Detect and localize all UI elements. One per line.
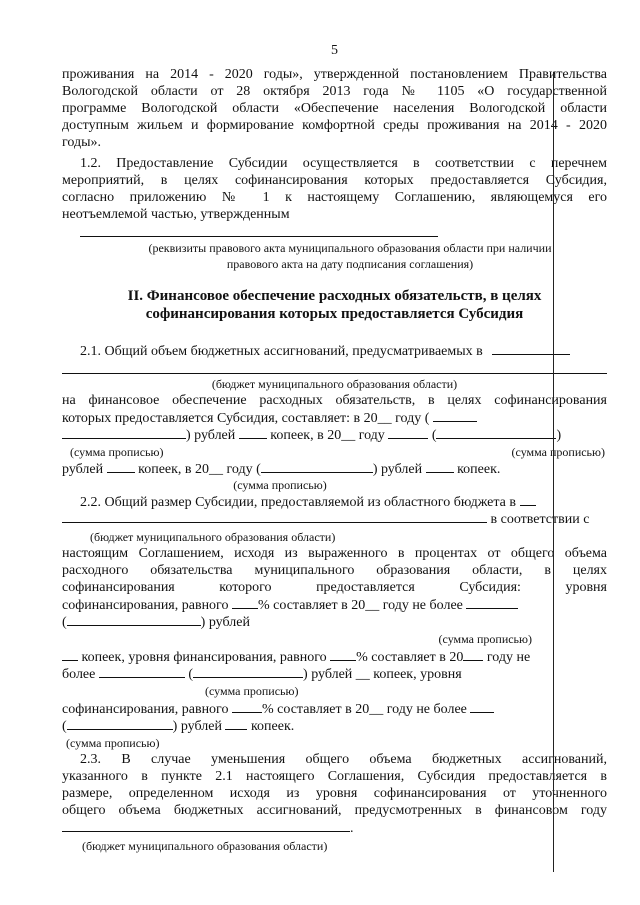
note-caption: (реквизиты правового акта муниципального образования области при наличии — [148, 241, 552, 255]
text-line: Вологодской области от 28 октября 2013 года № 1105 «О государственной — [62, 84, 607, 99]
text-line: настоящим Соглашением, исходя из выраженного в процентах от общего объема — [62, 546, 607, 561]
fill-blank — [67, 717, 173, 730]
fill-blank — [232, 700, 262, 713]
text-line: годы». — [62, 135, 102, 150]
text-line: неотъемлемой частью, утвержденным — [62, 207, 290, 222]
fill-blank — [426, 460, 454, 473]
fill-blank — [492, 342, 570, 355]
note-caption: (сумма прописью) (сумма прописью) — [70, 445, 605, 459]
fill-blank — [520, 493, 536, 506]
text-line: ( ) рублей — [62, 615, 250, 630]
fill-blank — [193, 665, 303, 678]
fill-blank — [62, 648, 78, 661]
paragraph-2-3: 2.3. В случае уменьшения общего объема бюджетных ассигнований, — [80, 752, 607, 767]
fill-blank — [239, 426, 267, 439]
text-line: доступным жильем и формирование комфортной среды проживания на 2014 - 2020 — [62, 118, 607, 133]
fill-blank — [67, 613, 201, 626]
text-line: на финансовое обеспечение расходных обязательств, в целях софинансирования — [62, 393, 607, 408]
text-line: софинансирования которого предоставляется Субсидия: уровня — [62, 580, 607, 595]
fill-blank — [62, 819, 350, 832]
text-line: расходного обязательства муниципального образования области, в целях — [62, 563, 607, 578]
fill-blank — [261, 460, 373, 473]
text-line: . — [62, 819, 607, 837]
fill-blank — [466, 596, 518, 609]
fill-blank — [463, 648, 483, 661]
fill-line — [80, 236, 438, 237]
text-line: ) рублей копеек, в 20__ году ( ) — [62, 426, 607, 444]
note-caption: (сумма прописью) — [66, 736, 160, 750]
text-line: мероприятий, в целях софинансирования которых предоставляется Субсидия, — [62, 173, 607, 188]
note-caption: (сумма прописью) — [233, 478, 327, 492]
fill-line — [62, 373, 607, 374]
note-caption: (бюджет муниципального образования области) — [90, 530, 336, 544]
text-line: указанного в пункте 2.1 настоящего Соглашения, Субсидия предоставляется в — [62, 769, 607, 784]
text-line: рублей копеек, в 20__ году ( ) рублей копеек. — [62, 462, 501, 477]
section-heading: софинансирования которых предоставляется Субсидия — [145, 306, 524, 322]
fill-blank — [436, 426, 556, 439]
note-caption: правового акта на дату подписания соглашения) — [226, 257, 474, 271]
text-line: которых предоставляется Субсидия, составляет: в 20__ году ( — [62, 409, 607, 427]
scan-artifact-line — [553, 72, 554, 872]
fill-blank — [107, 460, 135, 473]
paragraph-1-2: 1.2. Предоставление Субсидии осуществляется в соответствии с перечнем — [80, 156, 607, 171]
note-caption: (сумма прописью) — [438, 632, 532, 646]
text-line: проживания на 2014 - 2020 годы», утвержденной постановлением Правительства — [62, 67, 607, 82]
text-line: софинансирования, равного % составляет в 20__ году не более — [62, 700, 607, 718]
fill-blank — [470, 700, 494, 713]
text-line: более ( ) рублей __ копеек, уровня — [62, 667, 462, 682]
text-line: копеек, уровня финансирования, равного % составляет в 20 году не — [62, 648, 607, 666]
paragraph-2-2: 2.2. Общий размер Субсидии, предоставляемой из областного бюджета в — [80, 493, 607, 511]
fill-blank — [99, 665, 185, 678]
paragraph-2-1 — [80, 342, 607, 360]
fill-blank — [62, 426, 186, 439]
fill-blank — [225, 717, 247, 730]
text-line: ( ) рублей копеек. — [62, 719, 295, 734]
text-line: размере, определенном исходя из уровня софинансирования от уточненного — [62, 786, 607, 801]
fill-blank — [62, 510, 487, 523]
text-line: софинансирования, равного % составляет в 20__ году не более — [62, 596, 607, 614]
note-caption: (бюджет муниципального образования области) — [82, 839, 328, 853]
fill-blank — [388, 426, 428, 439]
fill-blank — [433, 409, 477, 422]
section-heading: II. Финансовое обеспечение расходных обязательств, в целях — [127, 288, 542, 304]
page-number: 5 — [331, 43, 338, 58]
fill-blank — [232, 596, 258, 609]
paragraph-2-1-text: 2.1. Общий объем бюджетных ассигнований, предусматриваемых в — [80, 344, 483, 359]
text-line: программе Вологодской области «Обеспечение населения Вологодской области — [62, 101, 607, 116]
text-line: согласно приложению № 1 к настоящему Соглашению, являющемуся его — [62, 190, 607, 205]
fill-blank — [330, 648, 356, 661]
note-caption: (бюджет муниципального образования области) — [211, 377, 458, 391]
text-line: в соответствии с — [62, 510, 607, 528]
note-caption: (сумма прописью) — [205, 684, 299, 698]
text-line: общего объема бюджетных ассигнований, предусмотренных в финансовом году — [62, 803, 607, 818]
